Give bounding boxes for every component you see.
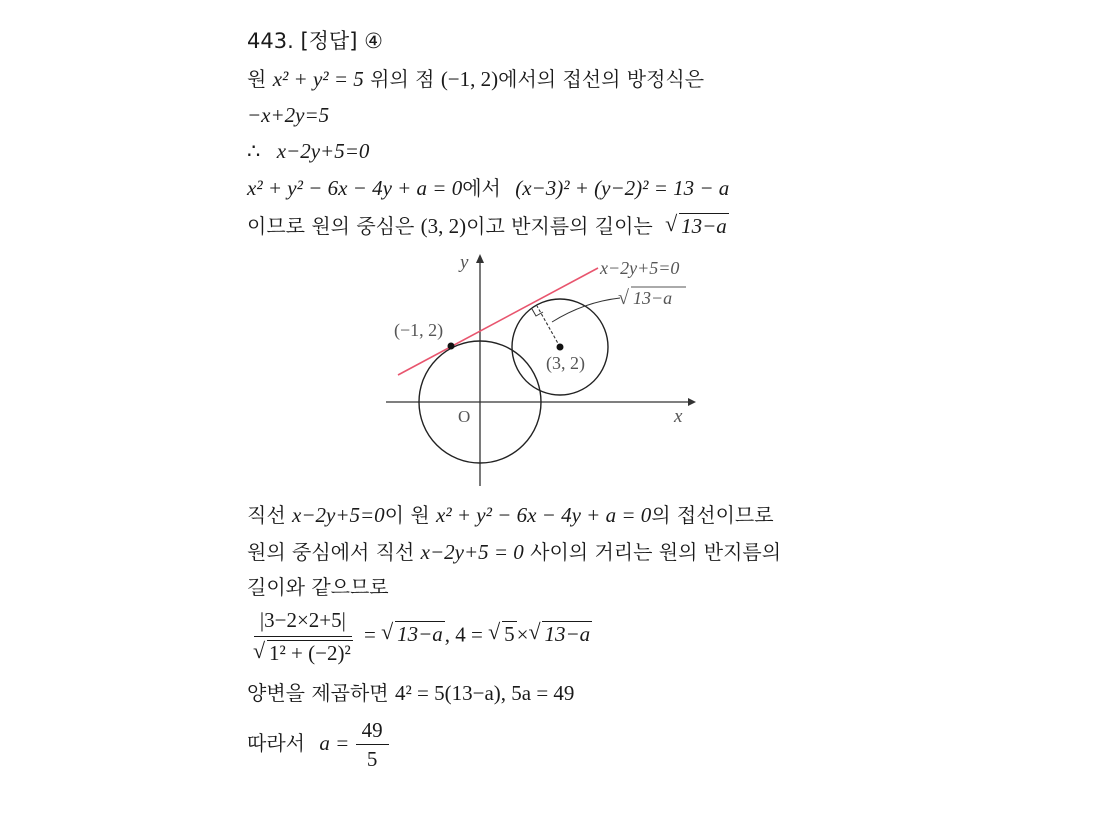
- text: 위의 점: [370, 67, 435, 91]
- text: 직선: [247, 503, 286, 527]
- line-8: [247, 574, 389, 600]
- sqrt-radius: [665, 213, 729, 239]
- sqrt-radius: [381, 620, 445, 648]
- distance-fraction: [247, 606, 359, 667]
- line-4: [247, 175, 729, 201]
- text: 길이와 같으므로: [247, 575, 389, 599]
- radius-label-sqrt-icon: √: [618, 287, 629, 309]
- text: 따라서: [247, 731, 305, 755]
- y-axis-arrow: [476, 254, 484, 263]
- x-axis-label: x: [674, 406, 683, 427]
- tangent-point: [448, 343, 455, 350]
- sqrt-five: [488, 620, 517, 648]
- text: 양변을 제곱하면: [247, 681, 389, 705]
- math: x² + y² − 6x − 4y + a = 0: [436, 503, 652, 527]
- fraction-numerator: 49: [356, 718, 389, 745]
- y-axis-label: y: [460, 252, 469, 273]
- math: (3, 2): [420, 214, 467, 238]
- line-6: [247, 502, 774, 528]
- problem-number: 443.: [247, 29, 294, 53]
- radius-dashed: [537, 306, 560, 347]
- text: 사이의 거리는 원의 반지름의: [530, 540, 782, 564]
- math: x−2y+5=0: [292, 503, 385, 527]
- line-9: [247, 606, 592, 667]
- radicand: 1² + (−2)²: [269, 641, 351, 665]
- tangent-point-label: (−1, 2): [394, 320, 444, 340]
- radicand: 5: [504, 622, 515, 647]
- radicand: 13−a: [397, 622, 443, 647]
- line-11: [247, 718, 389, 771]
- line-10: [247, 680, 574, 706]
- circle-tangent-figure: [384, 250, 724, 490]
- text: 이고 반지름의 길이는: [466, 214, 653, 238]
- math: x−2y+5 = 0: [420, 540, 524, 564]
- times: ×: [516, 622, 529, 647]
- center-label: (3, 2): [546, 353, 585, 373]
- right-angle-mark: [532, 309, 543, 316]
- line-1: [247, 66, 704, 92]
- equals: =: [364, 622, 376, 647]
- x-axis-arrow: [688, 398, 696, 406]
- text: 의 접선이므로: [651, 503, 774, 527]
- math: −x+2y=5: [247, 103, 330, 127]
- radius-label: 13−a: [633, 288, 673, 308]
- radius-pointer-arrow: [552, 298, 620, 322]
- fraction-denominator: [247, 637, 359, 667]
- text: 에서의 접선의 방정식은: [498, 67, 705, 91]
- text: 이 원: [384, 503, 430, 527]
- therefore-symbol: ∴: [247, 139, 261, 163]
- math: a =: [319, 731, 350, 755]
- text: 원: [247, 67, 267, 91]
- math: , 4 =: [444, 622, 483, 647]
- line-7: [247, 539, 781, 565]
- math: (x−3)² + (y−2)² = 13 − a: [515, 176, 730, 200]
- math: x² + y² − 6x − 4y + a = 0: [247, 176, 463, 200]
- line-5: [247, 213, 729, 239]
- line-2: [247, 102, 329, 128]
- tangent-line-label: x−2y+5=0: [600, 258, 680, 278]
- math: (−1, 2): [440, 67, 499, 91]
- answer-label: [정답]: [300, 29, 358, 53]
- radicand: 13−a: [544, 622, 591, 647]
- fraction-numerator: |3−2×2+5|: [254, 606, 352, 637]
- origin-label: O: [458, 407, 471, 426]
- text: 원의 중심에서 직선: [247, 540, 415, 564]
- fraction-denominator: 5: [366, 747, 378, 771]
- center-point: [557, 344, 564, 351]
- math: 4² = 5(13−a), 5a = 49: [394, 681, 575, 705]
- math: x−2y+5=0: [276, 139, 370, 163]
- answer-fraction: [356, 718, 389, 771]
- header-line: [247, 28, 383, 54]
- text: 이므로 원의 중심은: [247, 214, 415, 238]
- text: 에서: [462, 176, 501, 200]
- answer-value: ④: [364, 29, 383, 53]
- line-3: [247, 138, 369, 164]
- radicand: 13−a: [681, 214, 727, 238]
- sqrt-radius: [528, 620, 592, 648]
- math: x² + y² = 5: [272, 67, 364, 91]
